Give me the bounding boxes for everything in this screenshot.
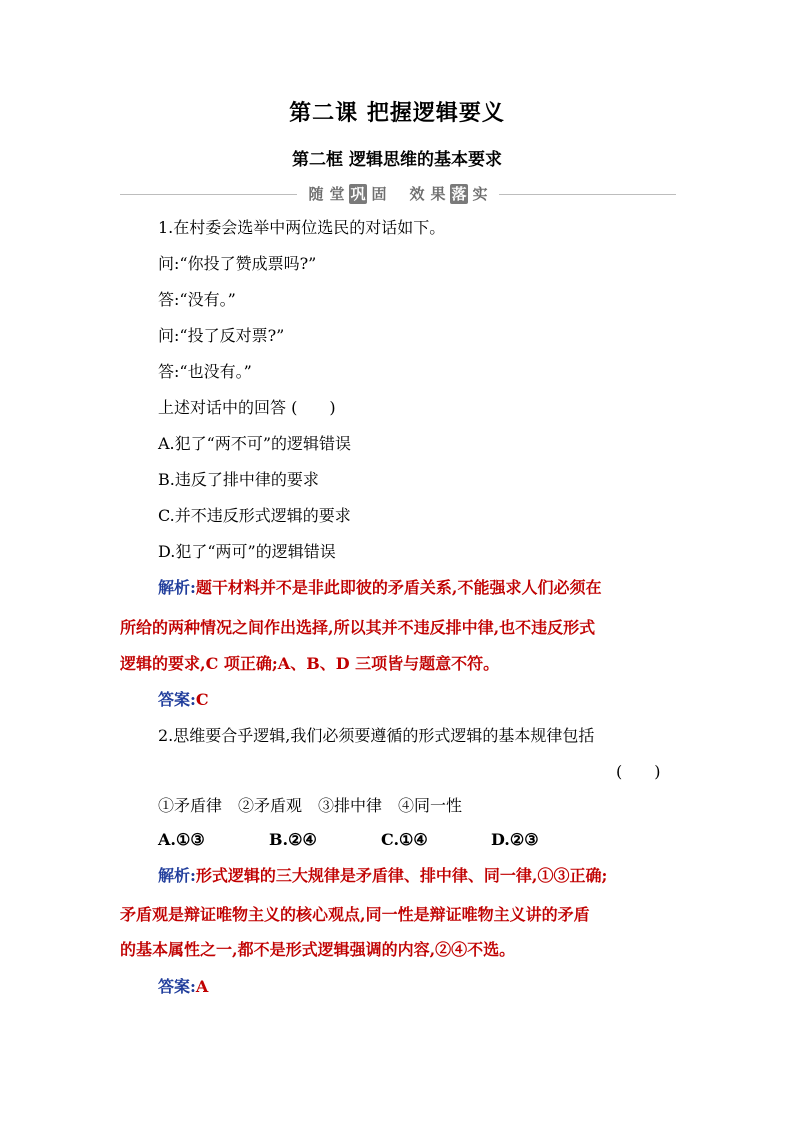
q2-option-b: B.②④ xyxy=(269,830,317,849)
q1-answer-value: C xyxy=(195,690,209,709)
banner-right-rule xyxy=(499,194,676,195)
banner-char: 随 xyxy=(308,185,324,203)
q1-answer xyxy=(158,689,209,711)
q1-dialog-line: 问:“投了反对票?” xyxy=(158,326,285,345)
q2-analysis-text: 形式逻辑的三大规律是矛盾律、排中律、同一律,①③正确; xyxy=(195,866,608,885)
q1-option-d: D.犯了“两可”的逻辑错误 xyxy=(158,542,336,561)
q2-analysis-line: 矛盾观是辩证唯物主义的核心观点,同一性是辩证唯物主义讲的矛盾 xyxy=(120,905,590,924)
q1-option-a: A.犯了“两不可”的逻辑错误 xyxy=(158,434,352,453)
q2-bracket: ( ) xyxy=(616,762,661,781)
page-subtitle: 第二框 逻辑思维的基本要求 xyxy=(292,150,502,170)
banner-char: 固 xyxy=(371,185,387,203)
q1-dialog-line: 答:“也没有。” xyxy=(158,362,252,381)
page-title: 第二课 把握逻辑要义 xyxy=(289,100,505,126)
section-banner xyxy=(120,182,676,206)
q2-answer-value: A xyxy=(195,977,209,996)
q2-items: ①矛盾律 ②矛盾观 ③排中律 ④同一性 xyxy=(158,796,463,815)
q2-analysis-label: 解析: xyxy=(158,866,196,885)
q1-option-c: C.并不违反形式逻辑的要求 xyxy=(158,506,351,525)
q2-analysis-line: 的基本属性之一,都不是形式逻辑强调的内容,②④不选。 xyxy=(120,940,516,959)
q1-dialog-line: 答:“没有。” xyxy=(158,290,236,309)
banner-char: 堂 xyxy=(329,185,345,203)
q2-answer-label: 答案: xyxy=(158,977,196,996)
q2-stem: 2.思维要合乎逻辑,我们必须要遵循的形式逻辑的基本规律包括 xyxy=(158,726,595,745)
q2-option-a: A.①③ xyxy=(158,830,205,849)
q1-analysis-line: 所给的两种情况之间作出选择,所以其并不违反排中律,也不违反形式 xyxy=(120,618,596,637)
banner-char: 实 xyxy=(472,185,488,203)
q1-stem: 1.在村委会选举中两位选民的对话如下。 xyxy=(158,218,446,237)
q2-answer xyxy=(158,976,208,998)
q1-dialog-line: 问:“你投了赞成票吗?” xyxy=(158,254,317,273)
banner-char: 效 xyxy=(409,185,425,203)
q2-option-d: D.②③ xyxy=(491,830,539,849)
q1-option-b: B.违反了排中律的要求 xyxy=(158,470,319,489)
q1-analysis-first-line xyxy=(158,577,602,599)
q1-analysis-line: 逻辑的要求,C 项正确;A、B、D 三项皆与题意不符。 xyxy=(120,654,500,673)
banner-char-highlighted: 巩 xyxy=(350,185,366,203)
q1-prompt: 上述对话中的回答 ( ) xyxy=(158,398,336,417)
banner-left-rule xyxy=(120,194,297,195)
banner-char-highlighted: 落 xyxy=(451,185,467,203)
q1-analysis-label: 解析: xyxy=(158,578,196,597)
q2-option-c: C.①④ xyxy=(381,830,428,849)
banner-text xyxy=(297,184,499,204)
banner-char: 果 xyxy=(430,185,446,203)
q1-analysis-text: 题干材料并不是非此即彼的矛盾关系,不能强求人们必须在 xyxy=(195,578,602,597)
q1-answer-label: 答案: xyxy=(158,690,196,709)
q2-analysis-first-line xyxy=(158,865,607,887)
